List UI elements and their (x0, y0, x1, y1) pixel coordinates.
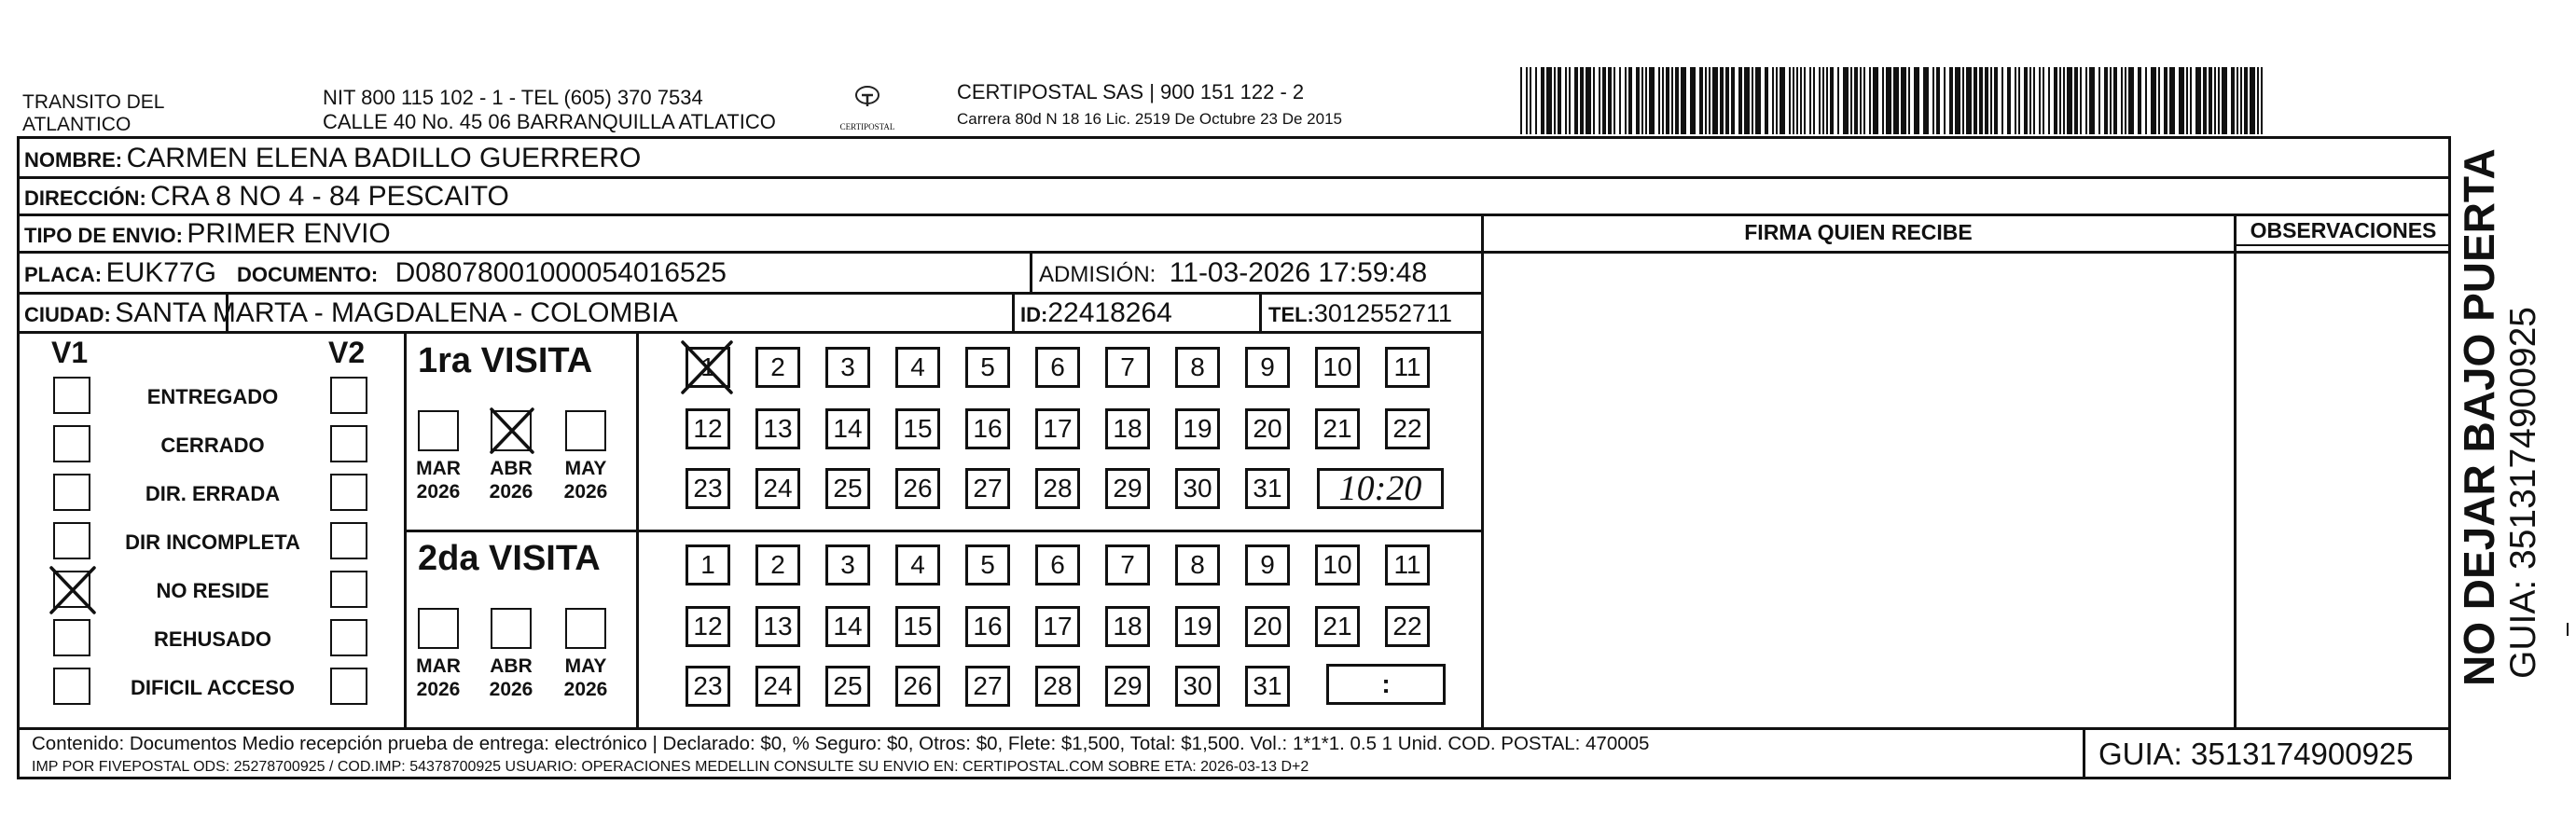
scan-tick (2567, 623, 2569, 636)
month-year: 2026 (489, 679, 533, 700)
day-number: 7 (1120, 352, 1135, 381)
document-field (237, 257, 727, 289)
month-name: MAR (416, 458, 461, 479)
admission-value: 11-03-2026 17:59:48 (1169, 257, 1428, 288)
visit2-days-day-box[interactable] (1175, 666, 1220, 707)
name-row (24, 143, 641, 174)
visit2-months-month-label (410, 655, 466, 701)
day-number: 31 (1253, 671, 1282, 700)
day-number: 29 (1113, 474, 1143, 503)
side-text (2455, 148, 2544, 686)
day-number: 22 (1392, 612, 1422, 641)
day-number: 10 (1323, 550, 1352, 579)
visit1-days-day-box[interactable] (755, 408, 800, 449)
visit2-months-month-checkbox[interactable] (565, 608, 606, 649)
day-number: 8 (1190, 550, 1205, 579)
license-line: Carrera 80d N 18 16 Lic. 2519 De Octubre 23 De 2015 (957, 110, 1342, 128)
visit2-months-month-label (558, 655, 614, 701)
visit1-days-day-box[interactable] (825, 347, 870, 388)
visit2-months-month-label (483, 655, 539, 701)
day-number: 6 (1050, 352, 1065, 381)
company-info (957, 80, 1342, 129)
v1-header: V1 (51, 336, 89, 369)
day-number: 21 (1323, 414, 1352, 443)
visit1-time-value: 10:20 (1338, 469, 1422, 508)
footer-guide: GUIA: 3513174900925 (2098, 737, 2414, 771)
day-number: 8 (1190, 352, 1205, 381)
day-number: 17 (1043, 414, 1073, 443)
visit1-months-month-checkbox[interactable] (418, 410, 459, 451)
visit2-time-box[interactable] (1326, 664, 1446, 705)
visit2-days-day-box[interactable] (686, 666, 730, 707)
visit1-days-day-box[interactable] (1315, 408, 1360, 449)
admission-field (1039, 257, 1427, 289)
name-label: NOMBRE: (24, 148, 123, 172)
print-line: IMP POR FIVEPOSTAL ODS: 25278700925 / COD.IMP: 54378700925 USUARIO: OPERACIONES MEDELLIN CONSULTE SU ENVIO EN: CERTIPOSTAL.COM SOBRE ETA: 2026-03-13 D+2 (32, 759, 1309, 775)
visit1-days-day-box[interactable] (1035, 468, 1080, 509)
day-check-mark (680, 339, 734, 395)
visit1-days-day-box[interactable] (1245, 347, 1290, 388)
day-number: 26 (903, 474, 933, 503)
shipment-type: PRIMER ENVIO (187, 218, 391, 249)
v1-checkbox[interactable] (53, 425, 90, 462)
visit1-days-day-box[interactable] (965, 468, 1010, 509)
visit1-days-day-box[interactable] (1175, 408, 1220, 449)
day-number: 2 (770, 550, 785, 579)
observations-header: OBSERVACIONES (2250, 218, 2437, 242)
visit2-days-day-box[interactable] (1385, 606, 1430, 647)
day-number: 20 (1253, 414, 1282, 443)
status-label: CERRADO (160, 434, 265, 457)
v1-checkbox[interactable] (53, 619, 90, 656)
v1-checkbox[interactable] (53, 522, 90, 559)
day-number: 2 (770, 352, 785, 381)
day-number: 11 (1393, 550, 1421, 579)
day-number: 25 (833, 474, 863, 503)
logo-caption: CERTIPOSTAL (839, 122, 895, 131)
document-value: D08078001000054016525 (395, 257, 727, 288)
contents-line: Contenido: Documentos Medio recepción prueba de entrega: electrónico | Declarado: $0, % Seguro: $0, Otros: $0, Flete: $1,500, Total: $1,500. Vol.: 1*1*1. 0.5 1 Unid. COD. POSTAL: 470005 (32, 733, 1650, 754)
day-number: 13 (763, 414, 793, 443)
day-number: 4 (910, 352, 925, 381)
day-number: 27 (973, 474, 1003, 503)
sender-address-line: CALLE 40 No. 45 06 BARRANQUILLA ATLATICO (323, 110, 776, 133)
visit2-days-day-box[interactable] (825, 606, 870, 647)
day-number: 12 (693, 612, 723, 641)
v1-checkbox[interactable] (53, 474, 90, 511)
month-year: 2026 (416, 679, 461, 700)
tel-label: TEL: (1268, 303, 1314, 326)
v2-checkbox[interactable] (330, 377, 367, 414)
day-number: 29 (1113, 671, 1143, 700)
day-number: 10 (1323, 352, 1352, 381)
visit2-time-value: : (1381, 669, 1391, 698)
visit2-days-day-box[interactable] (1245, 666, 1290, 707)
admission-label: ADMISIÓN: (1039, 262, 1156, 287)
day-number: 5 (980, 550, 995, 579)
visit2-days-day-box[interactable] (1105, 666, 1150, 707)
sender-line-1: TRANSITO DEL (22, 91, 165, 113)
tel-field (1268, 299, 1452, 328)
day-number: 7 (1120, 550, 1135, 579)
visit1-days-day-box[interactable] (1245, 468, 1290, 509)
day-number: 30 (1183, 474, 1212, 503)
sender-contact (323, 86, 776, 134)
v2-checkbox[interactable] (330, 474, 367, 511)
city-row (24, 297, 678, 329)
visit1-months-month-label (410, 457, 466, 503)
visit1-months-month-checkbox[interactable] (565, 410, 606, 451)
visit1-days-day-box[interactable] (1175, 347, 1220, 388)
visit2-days-day-box[interactable] (895, 544, 940, 586)
side-warning: NO DEJAR BAJO PUERTA (2455, 148, 2503, 686)
address-row (24, 181, 509, 213)
month-year: 2026 (416, 481, 461, 503)
day-number: 21 (1323, 612, 1352, 641)
visit1-days-day-box[interactable] (1105, 347, 1150, 388)
visit1-days-day-box[interactable] (1385, 408, 1430, 449)
v2-checkbox[interactable] (330, 522, 367, 559)
visit2-days-day-box[interactable] (1175, 544, 1220, 586)
visit1-days-day-box[interactable] (895, 468, 940, 509)
visit1-days-day-box[interactable] (965, 347, 1010, 388)
sender-name (22, 91, 164, 136)
sender-line-2: ATLANTICO (22, 114, 132, 135)
visit1-months-month-label (483, 457, 539, 503)
day-number: 19 (1183, 612, 1212, 641)
month-name: ABR (490, 655, 533, 677)
day-number: 28 (1043, 474, 1073, 503)
month-name: MAY (564, 458, 607, 479)
visit1-title: 1ra VISITA (418, 341, 593, 380)
visit2-days-day-box[interactable] (895, 606, 940, 647)
visit2-days-day-box[interactable] (1035, 544, 1080, 586)
document-label: DOCUMENTO: (237, 263, 379, 286)
shipment-type-row (24, 218, 391, 250)
day-number: 24 (763, 474, 793, 503)
day-number: 15 (903, 414, 933, 443)
day-number: 9 (1260, 550, 1275, 579)
status-label: DIR. ERRADA (145, 482, 281, 505)
id-value: 22418264 (1047, 297, 1172, 328)
visit2-days-day-box[interactable] (825, 666, 870, 707)
side-guide: GUIA: 3513174900925 (2503, 307, 2543, 679)
visit1-days-day-box[interactable] (686, 408, 730, 449)
month-check-mark (489, 406, 535, 455)
visit1-days-day-box[interactable] (1315, 347, 1360, 388)
status-label: NO RESIDE (156, 579, 270, 602)
v2-checkbox[interactable] (330, 571, 367, 608)
visit1-days-day-box[interactable] (1385, 347, 1430, 388)
visit1-time-box[interactable] (1317, 468, 1444, 509)
day-number: 16 (973, 414, 1003, 443)
status-label: REHUSADO (154, 627, 271, 651)
day-number: 18 (1113, 414, 1143, 443)
day-number: 25 (833, 671, 863, 700)
visit2-days-day-box[interactable] (686, 606, 730, 647)
plate-value: EUK77G (105, 257, 216, 288)
visit1-days-day-box[interactable] (1035, 347, 1080, 388)
v1-checkbox[interactable] (53, 377, 90, 414)
visit2-days-day-box[interactable] (1105, 544, 1150, 586)
day-number: 5 (980, 352, 995, 381)
barcode (1520, 67, 2266, 134)
certipostal-logo (839, 82, 895, 131)
v1-check-mark (48, 565, 97, 615)
observations-area[interactable] (2237, 248, 2451, 727)
v2-checkbox[interactable] (330, 668, 367, 705)
tel-value: 3012552711 (1313, 299, 1453, 327)
visit2-days-day-box[interactable] (1385, 544, 1430, 586)
day-number: 1 (700, 352, 715, 381)
day-number: 27 (973, 671, 1003, 700)
visit2-days-day-box[interactable] (1175, 606, 1220, 647)
day-number: 19 (1183, 414, 1212, 443)
signature-area[interactable] (1484, 254, 2234, 727)
visit2-months-month-checkbox[interactable] (418, 608, 459, 649)
visit1-days-day-box[interactable] (895, 347, 940, 388)
status-label: DIFICIL ACCESO (130, 676, 295, 699)
v2-checkbox[interactable] (330, 425, 367, 462)
visit1-days-day-box[interactable] (965, 408, 1010, 449)
visit2-days-day-box[interactable] (1245, 544, 1290, 586)
day-number: 3 (840, 550, 855, 579)
month-name: ABR (490, 458, 533, 479)
visit2-days-day-box[interactable] (1315, 544, 1360, 586)
visit2-days-day-box[interactable] (1035, 606, 1080, 647)
day-number: 28 (1043, 671, 1073, 700)
visit2-days-day-box[interactable] (965, 544, 1010, 586)
id-field (1020, 297, 1172, 329)
day-number: 1 (700, 550, 715, 579)
day-number: 23 (693, 671, 723, 700)
visit1-days-day-box[interactable] (895, 408, 940, 449)
day-number: 13 (763, 612, 793, 641)
visit1-days-day-box[interactable] (686, 468, 730, 509)
nit-line: NIT 800 115 102 - 1 - TEL (605) 370 7534 (323, 86, 703, 109)
visit1-days-day-box[interactable] (825, 468, 870, 509)
visit2-days-day-box[interactable] (1105, 606, 1150, 647)
day-number: 16 (973, 612, 1003, 641)
visit2-days-day-box[interactable] (755, 606, 800, 647)
signature-header: FIRMA QUIEN RECIBE (1744, 220, 1973, 244)
recipient-name: CARMEN ELENA BADILLO GUERRERO (126, 143, 642, 173)
visit2-title: 2da VISITA (418, 539, 601, 578)
visit2-days-day-box[interactable] (755, 666, 800, 707)
visit2-days-day-box[interactable] (1035, 666, 1080, 707)
v2-header: V2 (328, 336, 366, 369)
day-number: 12 (693, 414, 723, 443)
visit2-days-day-box[interactable] (686, 544, 730, 586)
day-number: 22 (1392, 414, 1422, 443)
day-number: 20 (1253, 612, 1282, 641)
day-number: 30 (1183, 671, 1212, 700)
visit1-days-day-box[interactable] (1175, 468, 1220, 509)
visit1-days-day-box[interactable] (1035, 408, 1080, 449)
visit2-days-day-box[interactable] (1245, 606, 1290, 647)
visit1-days-day-box[interactable] (825, 408, 870, 449)
plate-label: PLACA: (24, 263, 103, 286)
month-name: MAY (564, 655, 607, 677)
visit2-days-day-box[interactable] (895, 666, 940, 707)
visit2-months-month-checkbox[interactable] (491, 608, 532, 649)
visit1-days-day-box[interactable] (755, 468, 800, 509)
status-label: DIR INCOMPLETA (125, 531, 300, 554)
day-number: 31 (1253, 474, 1282, 503)
month-year: 2026 (489, 481, 533, 503)
day-number: 11 (1393, 352, 1421, 381)
address-label: DIRECCIÓN: (24, 186, 146, 210)
visit1-days-day-box[interactable] (1105, 468, 1150, 509)
month-year: 2026 (563, 679, 608, 700)
visit2-days-day-box[interactable] (965, 666, 1010, 707)
visit2-days-day-box[interactable] (965, 606, 1010, 647)
day-number: 9 (1260, 352, 1275, 381)
visit2-days-day-box[interactable] (825, 544, 870, 586)
visit1-days-day-box[interactable] (755, 347, 800, 388)
day-number: 3 (840, 352, 855, 381)
month-year: 2026 (563, 481, 608, 503)
visit2-days-day-box[interactable] (1315, 606, 1360, 647)
day-number: 4 (910, 550, 925, 579)
recipient-address: CRA 8 NO 4 - 84 PESCAITO (150, 181, 509, 212)
visit1-days-day-box[interactable] (1105, 408, 1150, 449)
day-number: 14 (833, 414, 863, 443)
day-number: 6 (1050, 550, 1065, 579)
visit2-days-day-box[interactable] (755, 544, 800, 586)
shipment-type-label: TIPO DE ENVIO: (24, 224, 183, 247)
day-number: 24 (763, 671, 793, 700)
city-label: CIUDAD: (24, 303, 111, 326)
id-label: ID: (1020, 303, 1048, 326)
company-line: CERTIPOSTAL SAS | 900 151 122 - 2 (957, 80, 1305, 103)
visit1-days-day-box[interactable] (1245, 408, 1290, 449)
day-number: 23 (693, 474, 723, 503)
v1-checkbox[interactable] (53, 668, 90, 705)
status-label: ENTREGADO (146, 385, 279, 408)
v2-checkbox[interactable] (330, 619, 367, 656)
day-number: 17 (1043, 612, 1073, 641)
city-value: SANTA MARTA - MAGDALENA - COLOMBIA (115, 297, 678, 328)
day-number: 14 (833, 612, 863, 641)
plate-row (24, 257, 216, 289)
day-number: 15 (903, 612, 933, 641)
visit1-months-month-label (558, 457, 614, 503)
day-number: 18 (1113, 612, 1143, 641)
month-name: MAR (416, 655, 461, 677)
day-number: 26 (903, 671, 933, 700)
